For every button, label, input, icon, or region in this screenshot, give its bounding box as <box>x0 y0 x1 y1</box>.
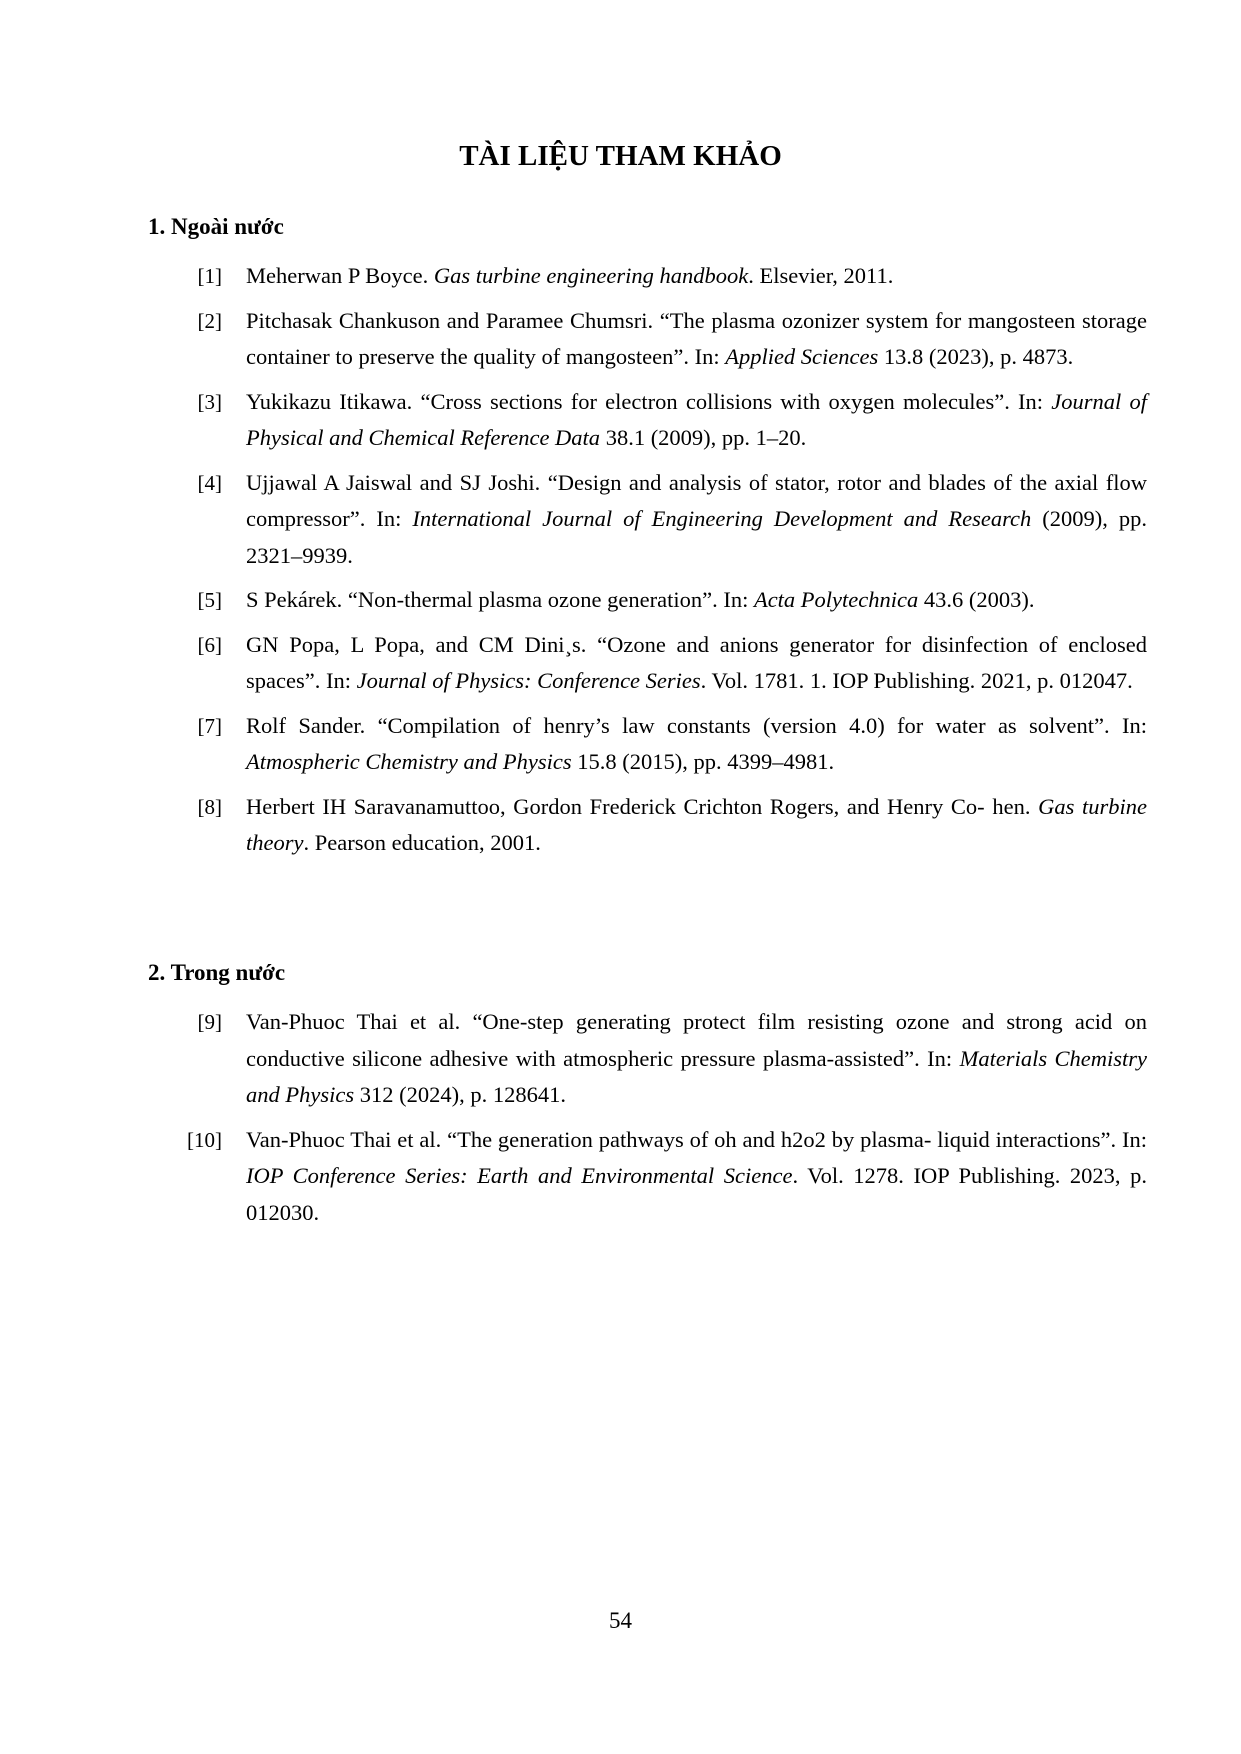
reference-number: [3] <box>197 389 222 414</box>
reference-number: [9] <box>197 1010 222 1034</box>
page-number: 54 <box>609 1608 632 1633</box>
section-heading-domestic: 2. Trong nước <box>148 960 286 985</box>
page-title: TÀI LIỆU THAM KHẢO <box>459 140 782 172</box>
reference-number: [1] <box>197 264 222 288</box>
reference-item: [2] Pitchasak Chankuson and Paramee Chumsri. “The plasma ozonizer system for mangosteen storage container to preserve the quality of mangosteen”. In: Applied Sciences 13.8 (2023), p. 4873. <box>185 303 1147 376</box>
reference-item: [5] S Pekárek. “Non-thermal plasma ozone generation”. In: Acta Polytechnica 43.6 (2003). <box>185 582 1147 619</box>
reference-source: Gas turbine theory <box>246 793 1147 855</box>
reference-source: Journal of Physics: Conference Series <box>356 668 701 693</box>
reference-source: Applied Sciences <box>725 344 879 369</box>
reference-item: [3] Yukikazu Itikawa. “Cross sections for electron collisions with oxygen molecules”. In: Journal of Physical and Chemical Reference Data 38.1 (2009), pp. 1–20. <box>185 384 1147 457</box>
reference-list-foreign <box>185 258 1147 870</box>
reference-source: Acta Polytechnica <box>753 587 919 612</box>
reference-item: [6] GN Popa, L Popa, and CM Dini¸s. “Ozone and anions generator for disinfection of enclosed spaces”. In: Journal of Physics: Conference Series. Vol. 1781. 1. IOP Publishing. 2021, p. 012047. <box>185 627 1147 700</box>
reference-number: [8] <box>197 794 222 819</box>
reference-source: Gas turbine engineering handbook <box>433 263 749 288</box>
reference-number: [2] <box>197 308 222 333</box>
section-heading-foreign: 1. Ngoài nước <box>148 214 284 239</box>
reference-source: IOP Conference Series: Earth and Environmental Science <box>246 1163 793 1188</box>
reference-item: [7] Rolf Sander. “Compilation of henry’s law constants (version 4.0) for water as solvent”. In: Atmospheric Chemistry and Physics 15.8 (2015), pp. 4399–4981. <box>185 708 1147 781</box>
reference-list-domestic <box>185 1004 1147 1239</box>
reference-source: Journal of Physical and Chemical Reference Data <box>246 388 1147 450</box>
reference-source: Atmospheric Chemistry and Physics <box>246 749 572 774</box>
reference-number: [4] <box>197 470 222 495</box>
reference-item: [9] Van-Phuoc Thai et al. “One-step generating protect film resisting ozone and strong acid on conductive silicone adhesive with atmospheric pressure plasma-assisted”. In: Materials Chemistry and Physics 312 (2024), p. 128641. <box>185 1004 1147 1114</box>
reference-number: [5] <box>197 588 222 612</box>
reference-source: Materials Chemistry and Physics <box>246 1045 1147 1107</box>
reference-item: [8] Herbert IH Saravanamuttoo, Gordon Frederick Crichton Rogers, and Henry Co- hen. Gas turbine theory. Pearson education, 2001. <box>185 789 1147 862</box>
reference-item: [10] Van-Phuoc Thai et al. “The generation pathways of oh and h2o2 by plasma- liquid interactions”. In: IOP Conference Series: Earth and Environmental Science. Vol. 1278. IOP Publishing. 2023, p. 012030. <box>185 1122 1147 1232</box>
reference-item: [1] Meherwan P Boyce. Gas turbine engineering handbook. Elsevier, 2011. <box>185 258 1147 295</box>
reference-number: [7] <box>197 713 222 738</box>
reference-source: International Journal of Engineering Development and Research <box>412 506 1032 531</box>
reference-number: [6] <box>197 632 222 657</box>
reference-item: [4] Ujjawal A Jaiswal and SJ Joshi. “Design and analysis of stator, rotor and blades of the axial flow compressor”. In: International Journal of Engineering Development and Research (2009), pp. 2321–9939. <box>185 465 1147 575</box>
reference-number: [10] <box>187 1127 222 1152</box>
